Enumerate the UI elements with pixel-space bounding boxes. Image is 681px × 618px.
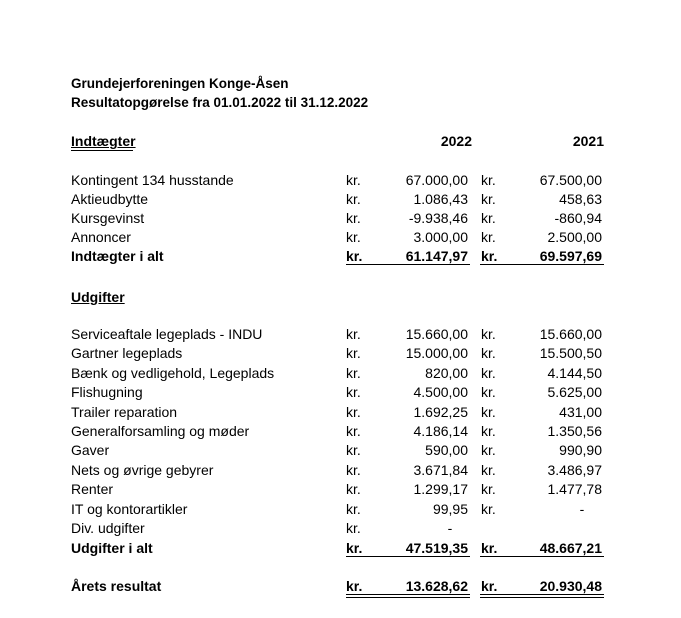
income-total-rule-2021 <box>480 264 604 265</box>
currency-label: kr. <box>346 423 361 439</box>
currency-label: kr. <box>481 326 496 342</box>
amount-2022: 590,00 <box>425 442 468 458</box>
currency-label: kr. <box>481 404 496 420</box>
organization-name: Grundejerforeningen Konge-Åsen <box>71 76 289 91</box>
row-label: Trailer reparation <box>71 404 178 420</box>
amount-2021: 1.350,56 <box>547 423 602 439</box>
currency-label: kr. <box>481 248 498 264</box>
statement-subtitle: Resultatopgørelse fra 01.01.2022 til 31.12.2022 <box>71 95 369 110</box>
row-label: Flishugning <box>71 384 143 400</box>
income-heading-rule <box>71 150 133 151</box>
amount-2021: 5.625,00 <box>547 384 602 400</box>
amount-2021: 1.477,78 <box>547 481 602 497</box>
amount-2022: 820,00 <box>425 365 468 381</box>
currency-label: kr. <box>481 172 496 188</box>
amount-2021: 990,90 <box>559 442 602 458</box>
currency-label: kr. <box>481 229 496 245</box>
currency-label: kr. <box>346 191 361 207</box>
row-label: Kursgevinst <box>71 210 145 226</box>
amount-2021: 431,00 <box>559 404 602 420</box>
currency-label: kr. <box>346 578 363 594</box>
income-heading: Indtægter <box>71 133 136 149</box>
amount-2021: 69.597,69 <box>539 248 602 264</box>
amount-2022: 3.671,84 <box>413 462 468 478</box>
amount-2022: 1.299,17 <box>413 481 468 497</box>
amount-2022: 15.000,00 <box>405 345 468 361</box>
amount-2021: 15.500,50 <box>539 345 602 361</box>
amount-2022: 47.519,35 <box>405 540 468 556</box>
row-label: Gaver <box>71 442 110 458</box>
amount-2022: 1.692,25 <box>413 404 468 420</box>
currency-label: kr. <box>346 462 361 478</box>
currency-label: kr. <box>346 172 361 188</box>
expenses-heading: Udgifter <box>71 289 125 305</box>
currency-label: kr. <box>481 345 496 361</box>
currency-label: kr. <box>346 404 361 420</box>
amount-2021: -860,94 <box>554 210 602 226</box>
result-rule-2022 <box>346 594 470 595</box>
amount-2022: 4.186,14 <box>413 423 468 439</box>
income-total-rule-2022 <box>346 264 470 265</box>
currency-label: kr. <box>346 248 363 264</box>
amount-2022: 99,95 <box>432 501 468 517</box>
amount-2021: 48.667,21 <box>539 540 602 556</box>
currency-label: kr. <box>346 326 361 342</box>
year-2022-header: 2022 <box>440 133 472 149</box>
amount-2022: - <box>447 520 453 536</box>
expense-total-rule-2022 <box>346 556 470 557</box>
currency-label: kr. <box>481 384 496 400</box>
amount-2022: 1.086,43 <box>413 191 468 207</box>
currency-label: kr. <box>481 191 496 207</box>
result-rule-2021 <box>480 594 604 595</box>
currency-label: kr. <box>481 481 496 497</box>
amount-2021: 4.144,50 <box>547 365 602 381</box>
row-label: Renter <box>71 481 114 497</box>
result-double-rule-2022 <box>346 597 470 598</box>
currency-label: kr. <box>346 384 361 400</box>
currency-label: kr. <box>346 501 361 517</box>
amount-2021: - <box>579 501 585 517</box>
row-label: IT og kontorartikler <box>71 501 188 517</box>
amount-2022: 61.147,97 <box>405 248 468 264</box>
amount-2021: 3.486,97 <box>547 462 602 478</box>
row-label: Nets og øvrige gebyrer <box>71 462 214 478</box>
currency-label: kr. <box>481 365 496 381</box>
amount-2022: 15.660,00 <box>405 326 468 342</box>
currency-label: kr. <box>346 229 361 245</box>
row-label: Indtægter i alt <box>71 248 164 264</box>
amount-2021: 15.660,00 <box>539 326 602 342</box>
expense-total-rule-2021 <box>480 556 604 557</box>
row-label: Generalforsamling og møder <box>71 423 250 439</box>
currency-label: kr. <box>481 442 496 458</box>
row-label: Udgifter i alt <box>71 540 153 556</box>
amount-2022: 3.000,00 <box>413 229 468 245</box>
row-label: Kontingent 134 husstande <box>71 172 234 188</box>
amount-2022: 13.628,62 <box>405 578 468 594</box>
row-label: Aktieudbytte <box>71 191 149 207</box>
row-label: Annoncer <box>71 229 131 245</box>
currency-label: kr. <box>481 501 496 517</box>
amount-2021: 2.500,00 <box>547 229 602 245</box>
currency-label: kr. <box>346 520 361 536</box>
row-label: Gartner legeplads <box>71 345 183 361</box>
amount-2022: 67.000,00 <box>405 172 468 188</box>
amount-2021: 67.500,00 <box>539 172 602 188</box>
currency-label: kr. <box>346 345 361 361</box>
currency-label: kr. <box>481 210 496 226</box>
currency-label: kr. <box>481 540 498 556</box>
row-label: Div. udgifter <box>71 520 145 536</box>
amount-2022: 4.500,00 <box>413 384 468 400</box>
currency-label: kr. <box>346 210 361 226</box>
currency-label: kr. <box>346 365 361 381</box>
row-label: Serviceaftale legeplads - INDU <box>71 326 263 342</box>
currency-label: kr. <box>346 481 361 497</box>
amount-2021: 458,63 <box>559 191 602 207</box>
year-2021-header: 2021 <box>572 133 604 149</box>
amount-2021: 20.930,48 <box>539 578 602 594</box>
currency-label: kr. <box>346 540 363 556</box>
currency-label: kr. <box>346 442 361 458</box>
amount-2022: -9.938,46 <box>408 210 468 226</box>
currency-label: kr. <box>481 578 498 594</box>
row-label: Årets resultat <box>71 578 162 594</box>
currency-label: kr. <box>481 423 496 439</box>
currency-label: kr. <box>481 462 496 478</box>
row-label: Bænk og vedligehold, Legeplads <box>71 365 275 381</box>
result-double-rule-2021 <box>480 597 604 598</box>
